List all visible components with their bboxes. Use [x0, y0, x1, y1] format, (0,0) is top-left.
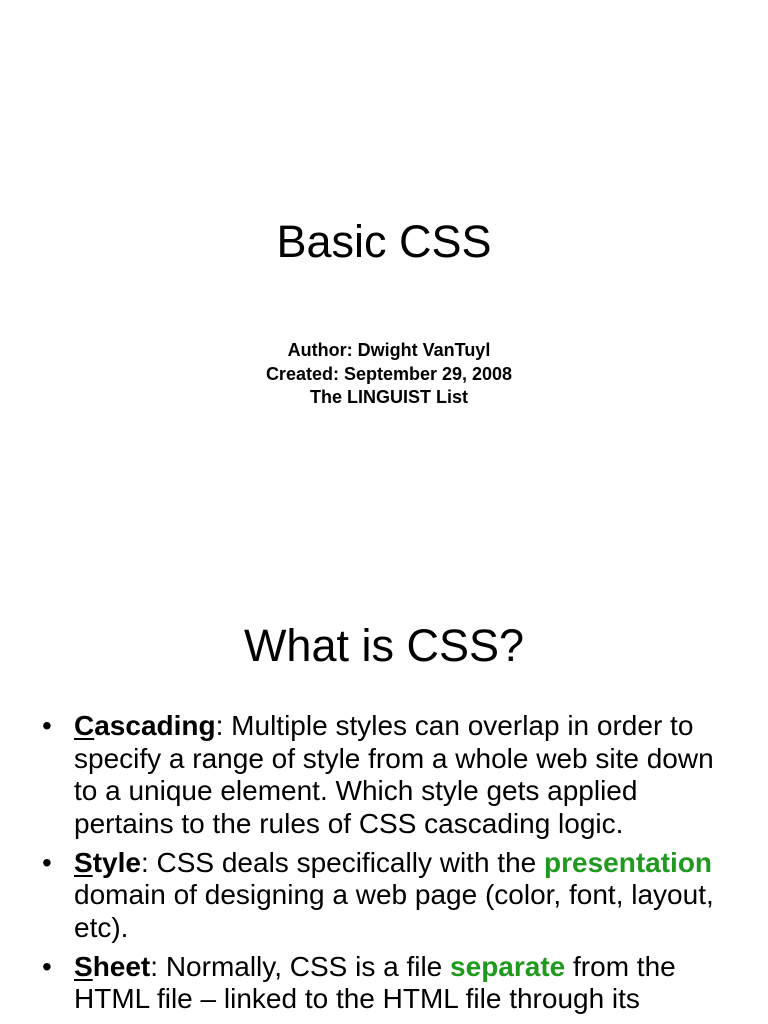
term-style	[74, 847, 141, 878]
bullet-text-continued: from the HTML file – linked to the HTML file through its	[74, 950, 676, 1014]
bullet-list	[0, 710, 768, 1022]
term-initial: S	[74, 950, 93, 982]
term-initial: C	[74, 710, 95, 741]
bullet-dot-icon: •	[42, 846, 52, 878]
bullet-item-style	[0, 847, 768, 945]
highlight-presentation: presentation	[544, 846, 713, 878]
organization-line: The LINGUIST List	[309, 387, 468, 407]
bullet-text: : CSS deals specifically with the	[140, 846, 544, 878]
bullet-text-continued: domain of designing a web page (color, font, layout, etc).	[74, 879, 714, 943]
bullet-text: : Multiple styles can overlap in order to specify a range of style from a whole web site down to a unique element. Which style gets applied pertains to the rules of CSS cascading logic.	[74, 710, 714, 839]
bullet-dot-icon: •	[42, 950, 52, 982]
bullet-item-sheet	[0, 951, 768, 1016]
author-line: Author: Dwight VanTuyl	[287, 340, 491, 360]
term-rest: ascading	[94, 710, 216, 741]
term-initial: S	[74, 846, 93, 878]
highlight-separate: separate	[450, 950, 566, 982]
term-sheet	[74, 951, 150, 982]
bullet-dot-icon: •	[42, 710, 52, 741]
presentation-title: Basic CSS	[276, 216, 492, 267]
term-cascading	[74, 710, 216, 741]
term-rest: tyle	[92, 846, 141, 878]
presentation-meta	[0, 339, 768, 410]
bullet-text: : Normally, CSS is a file	[150, 950, 451, 982]
slide-heading: What is CSS?	[243, 620, 525, 671]
created-line: Created: September 29, 2008	[265, 363, 513, 384]
bullet-item-cascading	[0, 710, 768, 840]
term-rest: heet	[92, 950, 151, 982]
